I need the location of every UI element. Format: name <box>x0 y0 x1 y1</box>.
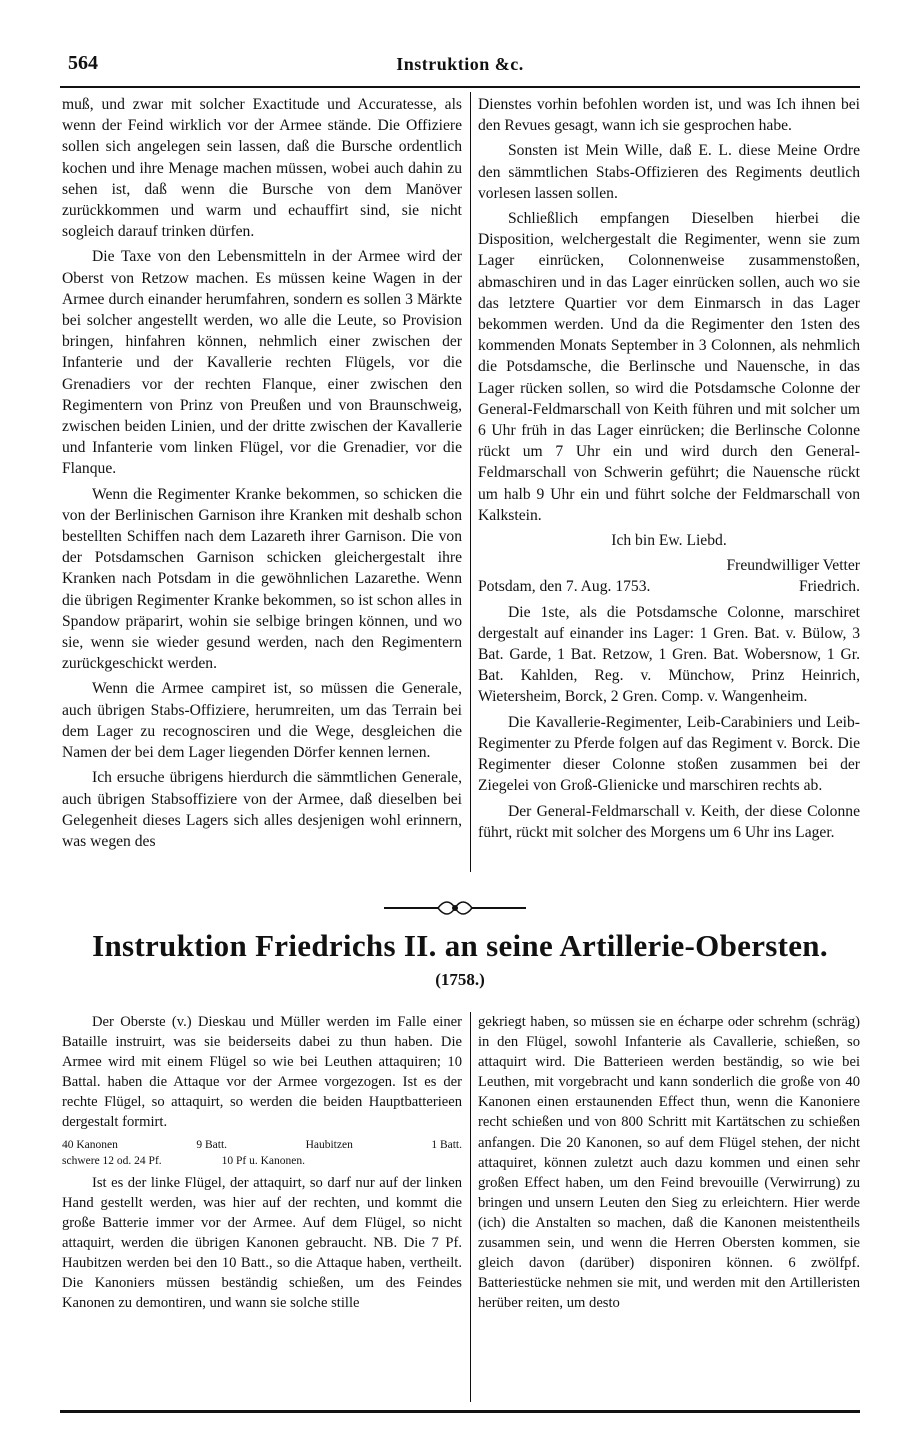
table-cell: 10 Pf u. Kanonen. <box>221 1154 306 1167</box>
table-cell: 9 Batt. <box>196 1138 228 1151</box>
paragraph: Der Oberste (v.) Dieskau und Müller werden im Falle einer Bataille instruirt, was sie beiderseits dabei zu thun haben. Die Armee wird mit einem Flügel so wie bei Leuthen attaquiren; 10 Battal. haben die Attaque vor der Armee vorgezogen. Ist es der rechte Flügel, so attaquirt, so werden die beiden Hauptbatterieen dergestalt formirt. <box>62 1014 462 1131</box>
table-cell: Haubitzen <box>305 1138 353 1151</box>
signature: Friedrich. <box>798 578 860 596</box>
upper-left-column <box>62 94 462 856</box>
paragraph: Schließlich empfangen Dieselben hierbei die Disposition, welchergestalt die Regimenter, wenn sie zum Lager einrücken, Colonnenweise zusammenstoßen, abmaschiren und in das Lager einrücken sollen, auch wo sie das letztere Quartier vor dem Einmarsch in das Lager bekommen werden. Und da die Regimenter den 1sten des kommenden Monats September in 3 Colonnen, als nehmlich die Potsdamsche, die Berlinsche und Nauensche, in das Lager rücken sollen, so wird die Potsdamsche Colonne der General-Feldmarschall von Keith führen und mit solcher um 6 Uhr früh in das Lager einrücken; die Berlinsche Colonne rückt um 7 Uhr ein und wird durch den General-Feldmarschall von Schwerin geführt; die Nauensche rückt um halb 9 Uhr ein und führt solche der Feldmarschall von Kalkstein. <box>478 210 860 524</box>
footer-rule <box>60 1410 860 1413</box>
paragraph: Die 1ste, als die Potsdamsche Colonne, marschiret dergestalt auf einander ins Lager: 1 Gren. Bat. v. Bülow, 3 Bat. Garde, 1 Bat. Retzow, 1 Gren. Bat. Wobersnow, 1 Gr. Bat. Kahlden, Reg. v. Münchow, Prinz Heinrich, Wietersheim, Borck, 2 Gren. Comp. v. Wangenheim. <box>478 603 860 706</box>
column-divider-upper <box>470 92 471 872</box>
table-cell: 1 Batt. <box>431 1138 462 1151</box>
lower-left-column <box>62 1012 462 1317</box>
paragraph: Dienstes vorhin befohlen worden ist, und was Ich ihnen bei den Revues gesagt, wann ich sie gesprochen habe. <box>478 96 860 135</box>
paragraph: Ist es der linke Flügel, der attaquirt, so darf nur auf der linken Hand gestellt werden, was hier auf der rechten, und kommt die große Batterie immer vor der Armee. Auf dem Flügel, so nicht attaquirt, werden die übrigen Kanonen gebraucht. NB. Die 7 Pf. Haubitzen werden bei den 10 Batt., so die Attaque haben, vertheilt. Die Kanoniers müssen beständig schießen, um des Feindes Kanonen zu demontiren, und wann sie solche stille <box>62 1174 462 1312</box>
table-cell: 40 Kanonen <box>62 1138 118 1151</box>
section-year: (1758.) <box>435 970 485 989</box>
table-cell: schwere 12 od. 24 Pf. <box>62 1154 162 1167</box>
ornament-divider <box>380 898 530 918</box>
page-header <box>60 52 860 80</box>
battery-table-row <box>62 1153 462 1169</box>
paragraph: Ich ersuche übrigens hierdurch die sämmtlichen Generale, auch übrigen Stabsoffiziere von der Armee, daß dieselben bei Gelegenheit dieses Lagers sich alles desjenigen wohl erinnern, was wegen des <box>62 769 462 850</box>
upper-right-column <box>478 94 860 847</box>
signature-prefix: Freundwilliger Vetter <box>726 557 860 575</box>
running-title: Instruktion &c. <box>396 54 524 74</box>
page-number: 564 <box>68 52 98 74</box>
paragraph: Die Taxe von den Lebensmitteln in der Armee wird der Oberst von Retzow machen. Es müssen keine Wagen in der Armee durch einander herumfahren, sondern es sollen 3 Märkte bei solcher angestellt werden, wo alle die Leute, so Provision bringen, hinfahren können, nehmlich einer zwischen der Infanterie und der Kavallerie rechten Flügels, vor die Grenadiers vor der rechten Flanque, einer zwischen den Regimentern von Prinz von Preußen und von Braunschweig, zwischen beiden Linien, und der dritte zwischen der Kavallerie und Infanterie vom linken Flügel, vor die Grenadier, vor die Flanque. <box>62 248 462 478</box>
paragraph: gekriegt haben, so müssen sie en écharpe oder schrehm (schräg) in den Flügel, sowohl Infanterie als Cavallerie, schießen, so attaquirt wird. Die Batterieen werden beständig, so wie bei Leuthen, mit vorgebracht und kann sonderlich die große von 40 Kanonen einen erstaunenden Effect thun, wenn die Kanoniere recht schießen und von 800 Schritt mit Kartätschen zu schießen anfangen. Die 20 Kanonen, so auf dem Flügel stehen, der nicht attaquiret, können zuletzt auch dazu kommen und einen sehr großen Effect haben, um den Feind brevouille (Verwirrung) zu bringen und unsern Leuten den Sieg zu erleichtern. Hier werde (ich) die Anstalten so machen, daß die Kanonen meistentheils zusammen sein, und wenn die Herren Obersten kommen, sie gleich davon (darüber) disponiren können. 6 zwölfpf. Batteriestücke nehmen sie mit, und werden mit den Artilleristen herüber reiten, um desto <box>478 1014 860 1312</box>
letter-closing: Ich bin Ew. Liebd. <box>611 532 727 550</box>
paragraph: Wenn die Armee campiret ist, so müssen die Generale, auch übrigen Stabs-Offiziere, herumreiten, um das Terrain bei dem Lager zu recognosciren und die Wege, desgleichen die Namen der bei dem Lager liegenden Dörfer kennen lernen. <box>62 680 462 762</box>
battery-table-row <box>62 1137 462 1153</box>
section-title: Instruktion Friedrichs II. an seine Artillerie-Obersten. <box>92 928 828 963</box>
column-divider-lower <box>470 1012 471 1402</box>
paragraph: muß, und zwar mit solcher Exactitude und Accuratesse, als wenn der Feind wirklich vor der Armee stände. Die Offiziere sollen sich angelegen sein lassen, daß die Bursche ordentlich kochen und ihre Menage machen müssen, wobei auch dahin zu sehen ist, daß wenn die Bursche von dem Manöver zurückkommen und warm und echauffirt sind, sie nicht sogleich darauf trinken dürfen. <box>62 96 462 241</box>
paragraph: Sonsten ist Mein Wille, daß E. L. diese Meine Ordre den sämmtlichen Stabs-Offizieren des Regiments deutlich vorlesen lassen sollen. <box>478 142 860 202</box>
lower-right-column <box>478 1012 860 1317</box>
header-rule <box>60 86 860 88</box>
place-date: Potsdam, den 7. Aug. 1753. <box>478 578 651 596</box>
place-date-line <box>478 576 860 597</box>
paragraph: Die Kavallerie-Regimenter, Leib-Carabiniers und Leib-Regimenter zu Pferde folgen auf das Regiment v. Borck. Die Regimenter dieser Colonne stoßen zusammen bei der Ziegelei von Groß-Glienicke und marschiren rechts ab. <box>478 713 860 795</box>
paragraph: Der General-Feldmarschall v. Keith, der diese Colonne führt, rückt mit solcher des Morgens um 6 Uhr ins Lager. <box>478 802 860 841</box>
paragraph: Wenn die Regimenter Kranke bekommen, so schicken die von der Berlinischen Garnison ihre Kranken mit deshalb schon bestellten Schiffen nach dem Lazareth ihrer Garnison. Die von der Potsdamschen Garnison schicken gleichergestalt ihre Kranken nach Potsdam in die gewöhnlichen Lazarethe. Wenn die übrigen Regimenter Kranke bekommen, so ist schon alles in Spandow präparirt, wohin sie selbige bringen können, und wo sie, wenn sie wieder gesund werden, nach den Regimentern zurückgeschickt werden. <box>62 485 462 673</box>
